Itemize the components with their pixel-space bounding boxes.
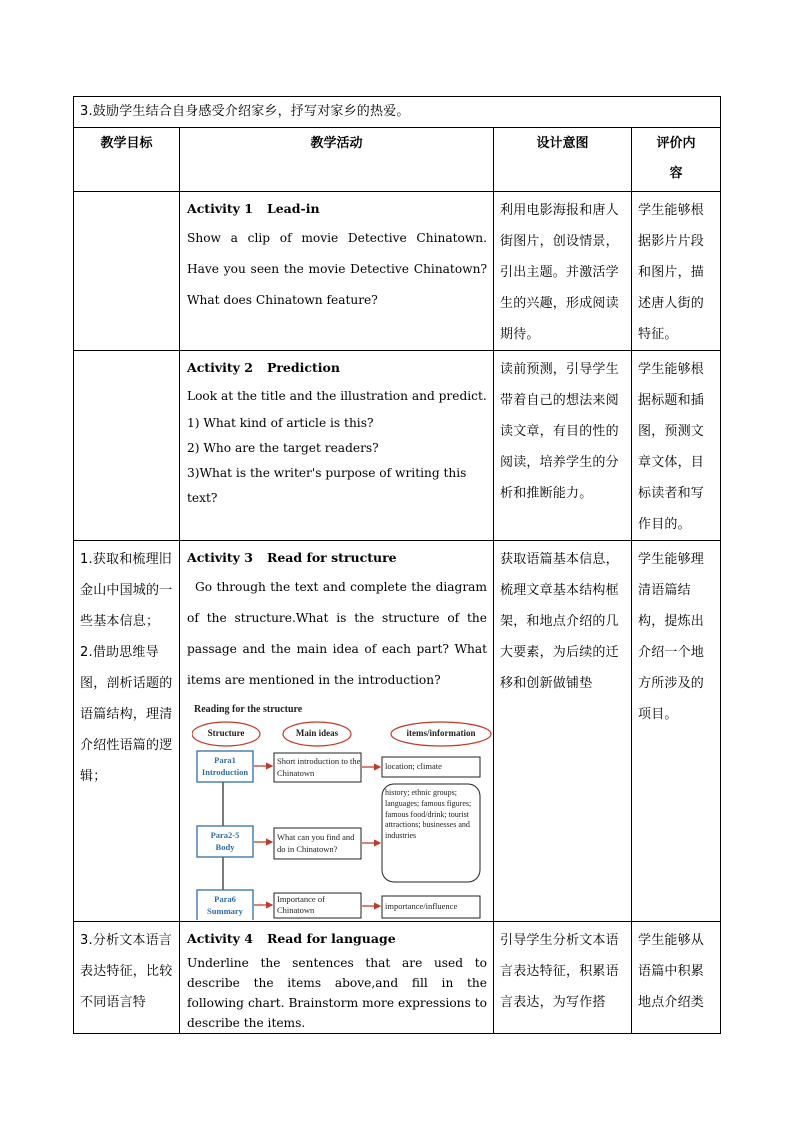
- activity-row-2: [74, 351, 721, 541]
- header-intent: 设计意图: [536, 136, 589, 151]
- para2-part: Body: [215, 842, 235, 852]
- intent-text: 获取语篇基本信息，梳理文章基本结构框架，和地点介绍的几大要素，为后续的迁移和创新做铺垫: [500, 552, 619, 691]
- activity-number: Activity 3: [187, 550, 253, 565]
- idea2-text: What can you find and do in Chinatown?: [277, 832, 355, 854]
- activity-intro: Look at the title and the illustration and predict.: [187, 389, 487, 403]
- goal-2-text: 2.借助思维导图，剖析话题的语篇结构，理清介绍性语篇的逻辑；: [80, 645, 173, 784]
- activity-row-1: [74, 192, 721, 351]
- activity-cell: [180, 922, 493, 1033]
- item2-text: history; ethnic groups; languages; famous figures; famous food/drink; tourist attractions; businesses and industries: [385, 788, 472, 841]
- para2-number: Para2-5: [210, 830, 240, 840]
- evaluation-text: 学生能够根据影片片段和图片，描述唐人街的特征。: [638, 203, 705, 342]
- activity-row-4: [74, 922, 721, 1034]
- evaluation-text: 学生能够理清语篇结构，提炼出介绍一个地方所涉及的项目。: [638, 552, 705, 722]
- question-item: 2) Who are the target readers?: [187, 441, 379, 455]
- question-item: 1) What kind of article is this?: [187, 416, 374, 430]
- para6-label: [197, 893, 253, 917]
- header-row: [74, 128, 721, 192]
- activity-cell: [180, 541, 493, 920]
- header-goal: 教学目标: [100, 136, 153, 151]
- activity-number: Activity 4: [187, 931, 253, 946]
- header-evaluation-line2: 容: [669, 166, 683, 181]
- header-evaluation-line1: 评价内: [656, 136, 696, 151]
- item3-text: importance/influence: [385, 901, 458, 911]
- question-item: 3)What is the writer's purpose of writing this text?: [187, 466, 467, 505]
- evaluation-text: 学生能够从语篇中积累地点介绍类: [638, 933, 705, 1010]
- evaluation-text: 学生能够根据标题和插图，预测文章文体，目标读者和写作目的。: [638, 362, 705, 532]
- para1-label: [197, 754, 253, 778]
- para6-number: Para6: [214, 894, 236, 904]
- diagram-title: Reading for the structure: [194, 704, 303, 715]
- activity-text: Show a clip of movie Detective Chinatown. Have you seen the movie Detective Chinatown? What does Chinatown feature?: [187, 231, 487, 307]
- activity-number: Activity 1: [187, 201, 253, 216]
- goal-3-text: 3.分析文本语言表达特征，比较不同语言特: [80, 933, 173, 1010]
- idea1-text: Short introduction to the Chinatown: [277, 756, 361, 778]
- para1-number: Para1: [214, 755, 236, 765]
- activity-cell: [180, 351, 493, 511]
- intent-text: 引导学生分析文本语言表达特征，积累语言表达，为写作搭: [500, 933, 619, 1010]
- structure-label: Structure: [207, 728, 245, 738]
- activity-cell: [180, 192, 493, 316]
- item1-text: location; climate: [385, 761, 442, 771]
- intent-text: 利用电影海报和唐人街图片，创设情景，引出主题。并激活学生的兴趣，形成阅读期待。: [500, 203, 619, 342]
- activity-name: Read for structure: [266, 550, 397, 565]
- idea3-text: Importance of Chinatown: [277, 894, 325, 915]
- para2-label: [197, 829, 253, 853]
- activity-name: Prediction: [266, 360, 340, 375]
- activity-name: Lead-in: [266, 201, 320, 216]
- activity-name: Read for language: [266, 931, 396, 946]
- activity-number: Activity 2: [187, 360, 253, 375]
- intent-text: 读前预测，引导学生带着自己的想法来阅读文章，有目的性的阅读，培养学生的分析和推断能力。: [500, 362, 619, 501]
- structure-diagram: [192, 704, 492, 920]
- activity-text: Underline the sentences that are used to describe the items above,and fill in the following chart. Brainstorm more expressions to describe the items.: [187, 956, 487, 1030]
- objectives-row: [74, 97, 721, 128]
- activity-text: Go through the text and complete the diagram of the structure.What is the structure of the passage and the main idea of each part? What items are mentioned in the introduction?: [187, 580, 487, 687]
- activity-row-3: [74, 541, 721, 922]
- para6-part: Summary: [207, 906, 243, 916]
- lesson-plan-table: [73, 96, 721, 1034]
- para1-part: Introduction: [201, 767, 249, 777]
- header-activity: 教学活动: [310, 136, 363, 151]
- main-ideas-label: Main ideas: [295, 728, 339, 738]
- objective-3-text: 3.鼓励学生结合自身感受介绍家乡，抒写对家乡的热爱。: [80, 104, 410, 119]
- items-label: items/information: [406, 728, 476, 738]
- goal-1-text: 1.获取和梳理旧金山中国城的一些基本信息；: [80, 552, 173, 629]
